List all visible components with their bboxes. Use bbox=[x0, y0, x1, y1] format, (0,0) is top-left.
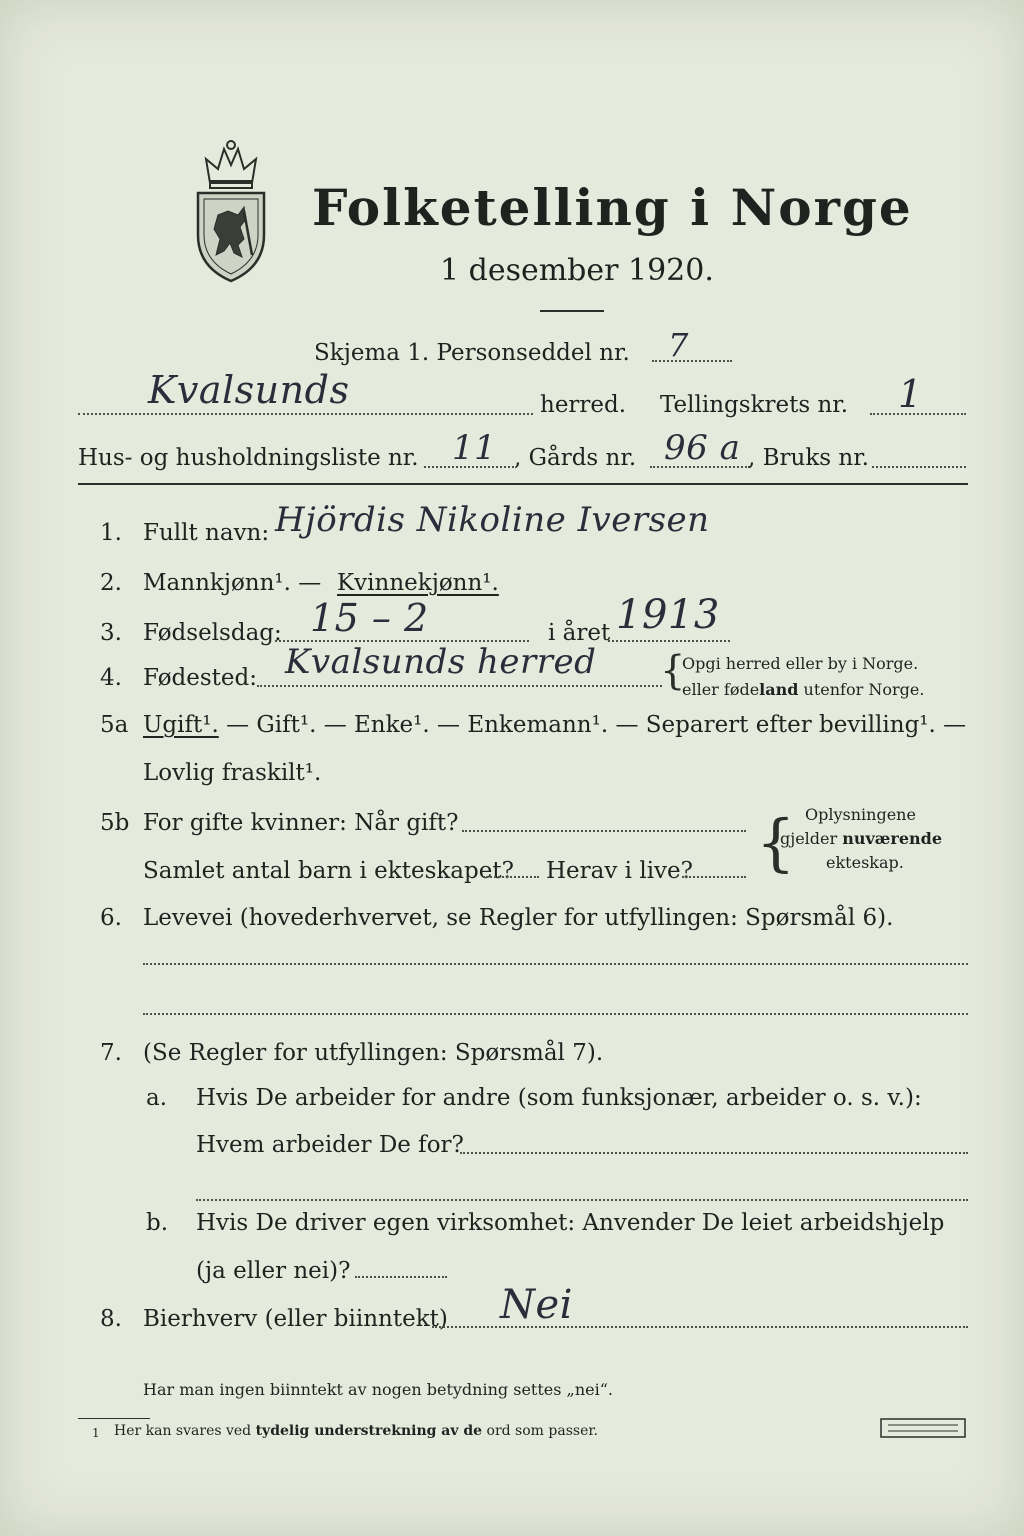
q7a-employer-line2[interactable] bbox=[196, 1199, 968, 1201]
q2-number: 2. bbox=[100, 570, 122, 596]
q6-label: Levevei (hovederhvervet, se Regler for utfyllingen: Spørsmål 6). bbox=[143, 905, 894, 931]
q7b-letter: b. bbox=[146, 1210, 169, 1236]
q5b-note-line1: Oplysningene bbox=[805, 805, 916, 824]
q3-label: Fødselsdag: bbox=[143, 620, 282, 646]
bruks-line bbox=[872, 466, 966, 468]
q3-year-line bbox=[608, 640, 730, 642]
q6-number: 6. bbox=[100, 905, 122, 931]
q5b-children-line bbox=[483, 876, 539, 878]
form-title: Folketelling i Norge bbox=[312, 178, 913, 237]
schema-label: Skjema 1. Personseddel nr. bbox=[314, 340, 630, 366]
q7a-employer-label: Hvem arbeider De for? bbox=[196, 1132, 464, 1158]
q4-note-line2: eller fødeland utenfor Norge. bbox=[682, 680, 925, 699]
q8-bierhverv-value[interactable]: Nei bbox=[500, 1282, 573, 1328]
q7a-letter: a. bbox=[146, 1085, 168, 1111]
herred-label: herred. bbox=[540, 392, 627, 418]
q7-label: (Se Regler for utfyllingen: Spørsmål 7). bbox=[143, 1040, 604, 1066]
q5b-note-line2: gjelder nuværende bbox=[780, 829, 943, 848]
census-date: 1 desember 1920. bbox=[440, 253, 714, 288]
q3-year-label: i året bbox=[548, 620, 611, 646]
q4-brace: { bbox=[660, 648, 686, 694]
q5a-lovlig-fraskilt-option[interactable]: Lovlig fraskilt¹. bbox=[143, 760, 322, 786]
q7a-employer-line[interactable] bbox=[460, 1152, 968, 1154]
q5a-number: 5a bbox=[100, 712, 129, 738]
q3-birth-year-value[interactable]: 1913 bbox=[616, 592, 720, 638]
q7-number: 7. bbox=[100, 1040, 122, 1066]
q6-answer-line1[interactable] bbox=[143, 963, 968, 965]
q4-number: 4. bbox=[100, 665, 122, 691]
tellingskrets-value[interactable]: 1 bbox=[898, 372, 923, 416]
q7b-yes-no-label: (ja eller nei)? bbox=[196, 1258, 351, 1284]
q5b-alive-label: Herav i live? bbox=[546, 858, 693, 884]
hus-label: Hus- og husholdningsliste nr. bbox=[78, 445, 419, 471]
q4-birthplace-value[interactable]: Kvalsunds herred bbox=[285, 642, 597, 682]
header-separator bbox=[78, 483, 968, 485]
q5b-note-line3: ekteskap. bbox=[826, 853, 904, 872]
q1-label: Fullt navn: bbox=[143, 520, 270, 546]
herred-line bbox=[78, 413, 533, 415]
q1-number: 1. bbox=[100, 520, 122, 546]
footnote-text: Her kan svares ved tydelig understrekning av de ord som passer. bbox=[114, 1423, 598, 1439]
q1-full-name-value[interactable]: Hjördis Nikoline Iversen bbox=[275, 500, 710, 540]
q5b-label: For gifte kvinner: Når gift? bbox=[143, 810, 459, 836]
personseddel-nr-value[interactable]: 7 bbox=[668, 326, 689, 364]
printer-stamp-icon bbox=[880, 1418, 966, 1438]
personseddel-nr-line bbox=[652, 360, 732, 362]
q5a-other-options[interactable]: — Gift¹. — Enke¹. — Enkemann¹. — Separert efter bevilling¹. — bbox=[226, 712, 967, 738]
q2-male-option[interactable]: Mannkjønn¹. — bbox=[143, 570, 322, 596]
q4-label: Fødested: bbox=[143, 665, 258, 691]
nei-note: Har man ingen biinntekt av nogen betydning settes „nei“. bbox=[143, 1380, 613, 1399]
q7b-text: Hvis De driver egen virksomhet: Anvender De leiet arbeidshjelp bbox=[196, 1210, 945, 1236]
bruks-label: , Bruks nr. bbox=[748, 445, 869, 471]
q5a-options-line1 bbox=[143, 712, 966, 738]
q4-note-line1: Opgi herred eller by i Norge. bbox=[682, 654, 919, 673]
q2-female-option[interactable]: Kvinnekjønn¹. bbox=[337, 570, 499, 596]
q5b-married-date-line bbox=[462, 830, 746, 832]
q4-line bbox=[257, 685, 662, 687]
q5a-ugift-option[interactable]: Ugift¹. bbox=[143, 712, 219, 738]
q8-number: 8. bbox=[100, 1306, 122, 1332]
norwegian-lion-crest-icon bbox=[188, 135, 274, 285]
q5b-number: 5b bbox=[100, 810, 130, 836]
title-rule bbox=[540, 310, 604, 312]
bleed-through-text bbox=[640, 60, 646, 81]
gards-label: , Gårds nr. bbox=[514, 445, 637, 471]
q5b-alive-line bbox=[682, 876, 746, 878]
q7a-text: Hvis De arbeider for andre (som funksjonær, arbeider o. s. v.): bbox=[196, 1085, 922, 1111]
herred-value[interactable]: Kvalsunds bbox=[148, 368, 350, 412]
footnote-mark: 1 bbox=[92, 1426, 100, 1440]
q3-birth-day-value[interactable]: 15 – 2 bbox=[310, 596, 429, 640]
q3-number: 3. bbox=[100, 620, 122, 646]
tellingskrets-label: Tellingskrets nr. bbox=[660, 392, 849, 418]
footnote-rule bbox=[78, 1418, 150, 1419]
gards-value[interactable]: 96 a bbox=[664, 428, 741, 468]
q7b-yes-no-line[interactable] bbox=[355, 1276, 447, 1278]
hus-value[interactable]: 11 bbox=[452, 428, 497, 468]
q8-label: Bierhverv (eller biinntekt) bbox=[143, 1306, 448, 1332]
q5b-children-label: Samlet antal barn i ekteskapet? bbox=[143, 858, 514, 884]
q5b-brace: { bbox=[756, 806, 796, 879]
q6-answer-line2[interactable] bbox=[143, 1013, 968, 1015]
